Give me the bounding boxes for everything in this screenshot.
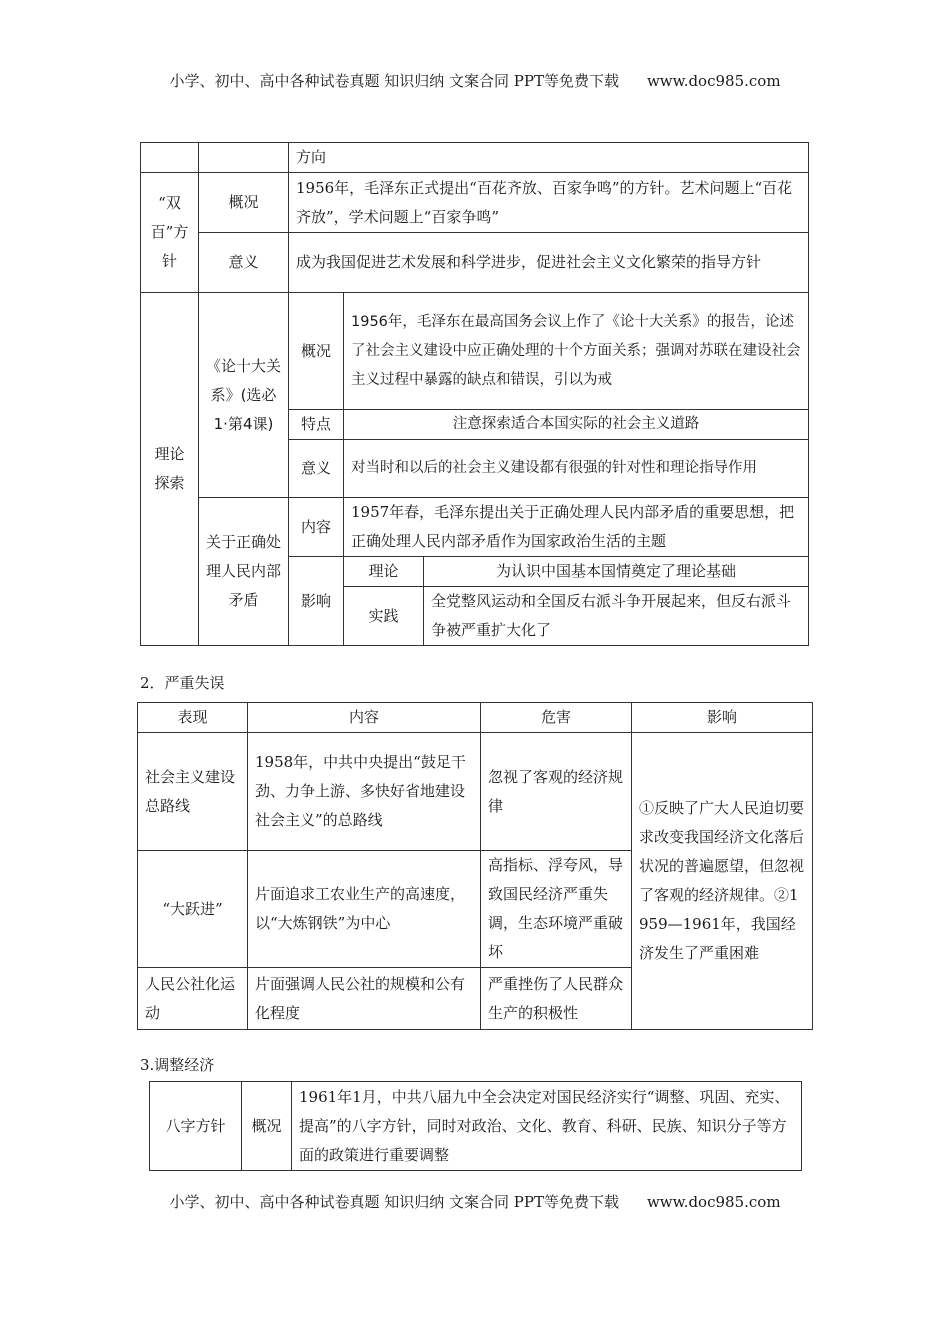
page-footer (0, 1191, 950, 1212)
footer-text: 小学、初中、高中各种试卷真题 知识归纳 文案合同 PPT等免费下载 (169, 1193, 619, 1211)
section2-heading: 2．严重失误 (140, 674, 225, 692)
theory-label: 理论探索 (141, 293, 199, 646)
section3-heading: 3.调整经济 (140, 1056, 215, 1074)
mistake-name: 社会主义建设总路线 (138, 733, 248, 851)
lunshi-label: 《论十大关系》(选必1·第4课) (199, 293, 289, 498)
lunshi-overview: 1956年，毛泽东在最高国务会议上作了《论十大关系》的报告，论述了社会主义建设中应正确处理的十个方面关系；强调对苏联在建设社会主义过程中暴露的缺点和错误，引以为戒 (344, 293, 809, 410)
contradiction-label: 关于正确处理人民内部矛盾 (199, 498, 289, 646)
contradiction-practice: 全党整风运动和全国反右派斗争开展起来，但反右派斗争被严重扩大化了 (424, 587, 809, 646)
shuangbai-meaning: 成为我国促进艺术发展和科学进步，促进社会主义文化繁荣的指导方针 (289, 233, 809, 293)
shuangbai-meaning-label: 意义 (199, 233, 289, 293)
contradiction-content: 1957年春，毛泽东提出关于正确处理人民内部矛盾的重要思想，把正确处理人民内部矛盾作为国家政治生活的主题 (344, 498, 809, 557)
mistake-name: “大跃进” (138, 851, 248, 968)
table-row (138, 733, 813, 851)
col-header: 内容 (248, 703, 481, 733)
lunshi-meaning: 对当时和以后的社会主义建设都有很强的针对性和理论指导作用 (344, 440, 809, 498)
mistake-content: 片面强调人民公社的规模和公有化程度 (248, 968, 481, 1030)
header-text: 小学、初中、高中各种试卷真题 知识归纳 文案合同 PPT等免费下载 (169, 72, 619, 90)
lunshi-feature-label: 特点 (289, 410, 344, 440)
col-header: 危害 (481, 703, 632, 733)
table-adjustment (149, 1081, 802, 1171)
table-mistakes (137, 702, 813, 1030)
mistake-content: 片面追求工农业生产的高速度，以“大炼钢铁”为中心 (248, 851, 481, 968)
contradiction-content-label: 内容 (289, 498, 344, 557)
contradiction-influence-label: 影响 (289, 557, 344, 646)
contradiction-practice-label: 实践 (344, 587, 424, 646)
lunshi-meaning-label: 意义 (289, 440, 344, 498)
shuangbai-overview-label: 概况 (199, 173, 289, 233)
lunshi-overview-label: 概况 (289, 293, 344, 410)
header-site: www.doc985.com (646, 72, 781, 90)
table-ideology (140, 142, 809, 646)
contradiction-theory-label: 理论 (344, 557, 424, 587)
shuangbai-overview: 1956年，毛泽东正式提出“百花齐放、百家争鸣”的方针。艺术问题上“百花齐放”，学术问题上“百家争鸣” (289, 173, 809, 233)
mistake-content: 1958年，中共中央提出“鼓足干劲、力争上游、多快好省地建设社会主义”的总路线 (248, 733, 481, 851)
mistake-influence: ①反映了广大人民迫切要求改变我国经济文化落后状况的普遍愿望，但忽视了客观的经济规律。②1959—1961年，我国经济发生了严重困难 (632, 733, 813, 1030)
page-header (0, 70, 950, 91)
footer-site: www.doc985.com (646, 1193, 781, 1211)
col-header: 表现 (138, 703, 248, 733)
mistake-harm: 严重挫伤了人民群众生产的积极性 (481, 968, 632, 1030)
contradiction-theory: 为认识中国基本国情奠定了理论基础 (424, 557, 809, 587)
lunshi-feature: 注意探索适合本国实际的社会主义道路 (344, 410, 809, 440)
shuangbai-label: “双百”方针 (141, 173, 199, 293)
table1-row0-text: 方向 (289, 143, 809, 173)
mistake-name: 人民公社化运动 (138, 968, 248, 1030)
policy-content: 1961年1月，中共八届九中全会决定对国民经济实行“调整、巩固、充实、提高”的八字方针，同时对政治、文化、教育、科研、民族、知识分子等方面的政策进行重要调整 (292, 1082, 802, 1171)
col-header: 影响 (632, 703, 813, 733)
policy-label: 概况 (242, 1082, 292, 1171)
mistake-harm: 忽视了客观的经济规律 (481, 733, 632, 851)
policy-name: 八字方针 (150, 1082, 242, 1171)
mistake-harm: 高指标、浮夸风，导致国民经济严重失调，生态环境严重破坏 (481, 851, 632, 968)
